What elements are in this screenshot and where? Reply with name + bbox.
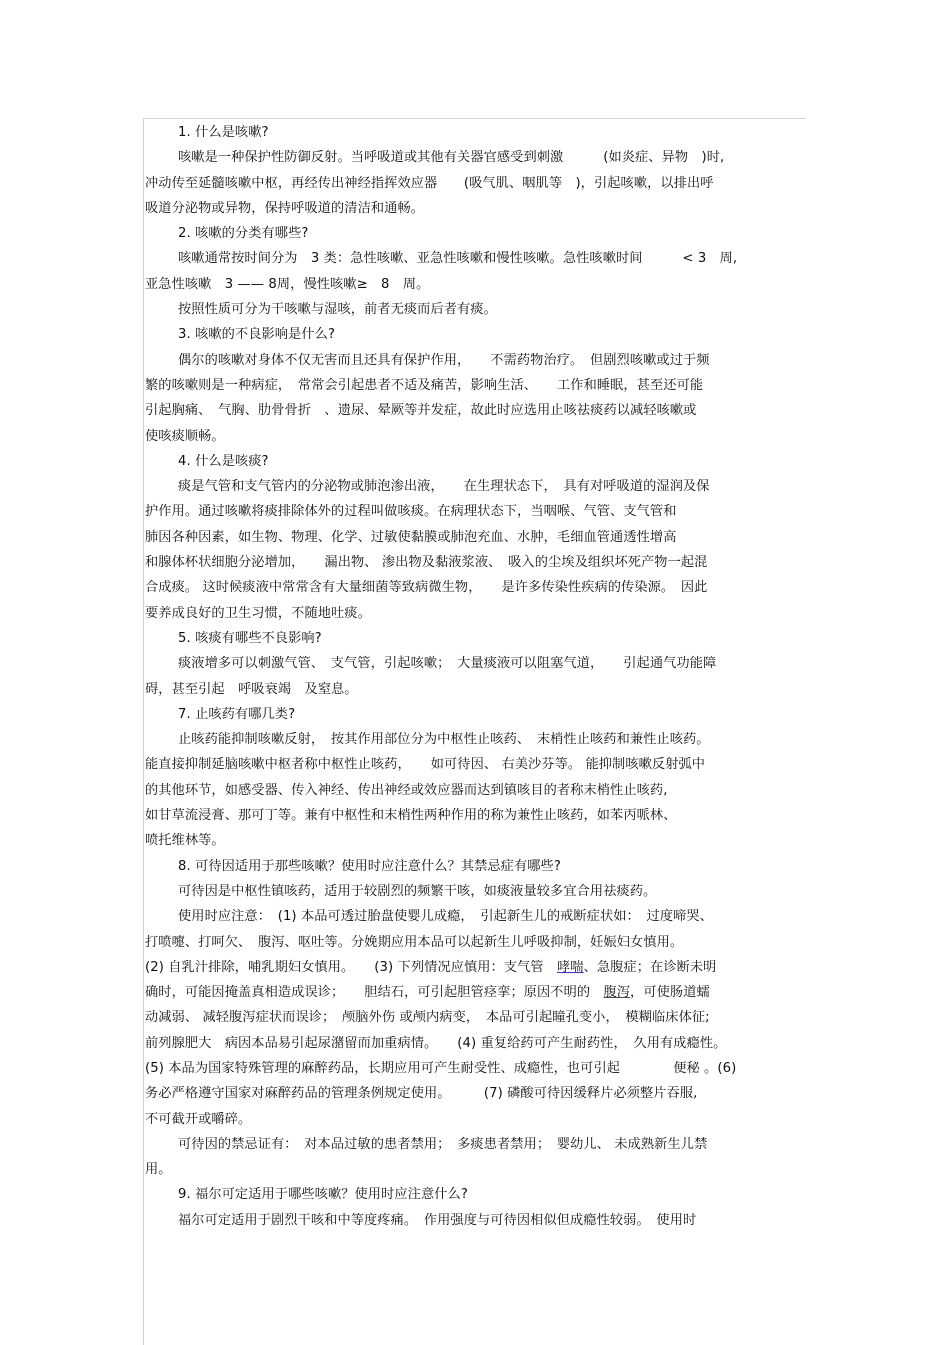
paragraph-line: 按照性质可分为干咳嗽与湿咳，前者无痰而后者有痰。 — [178, 302, 497, 318]
paragraph-line: 痰是气管和支气管内的分泌物或肺泡渗出液， 在生理状态下， 具有对呼吸道的湿润及保 — [178, 479, 710, 495]
paragraph-line: 务必严格遵守国家对麻醉药品的管理条例规定使用。 (7) 磷酸可待因缓释片必须整片吞服, — [145, 1086, 698, 1102]
heading-q5: 5. 咳痰有哪些不良影响? — [178, 630, 322, 646]
text-span: 、急腹症；在诊断未明 — [583, 959, 717, 975]
heading-q7: 7. 止咳药有哪几类? — [178, 706, 296, 722]
paragraph-line: 和腺体杯状细胞分泌增加， 漏出物、 渗出物及黏液浆液、 吸入的尘埃及组织坏死产物一起混 — [145, 555, 708, 571]
paragraph-line: 要养成良好的卫生习惯，不随地吐痰。 — [145, 605, 371, 621]
heading-q8: 8. 可待因适用于那些咳嗽？使用时应注意什么？其禁忌症有哪些? — [178, 858, 561, 874]
paragraph-line: 不可截开或嚼碎。 — [145, 1111, 252, 1127]
paragraph-line: 止咳药能抑制咳嗽反射， 按其作用部位分为中枢性止咳药、 末梢性止咳药和兼性止咳药。 — [178, 732, 710, 748]
paragraph-line: 繁的咳嗽则是一种病症， 常常会引起患者不适及痛苦，影响生活、 工作和睡眠，甚至还可能 — [145, 377, 704, 393]
paragraph-line: 护作用。通过咳嗽将痰排除体外的过程叫做咳痰。在病理状态下，当咽喉、气管、支气管和 — [145, 504, 677, 520]
heading-q4: 4. 什么是咳痰? — [178, 453, 269, 469]
heading-q9: 9. 福尔可定适用于哪些咳嗽？使用时应注意什么? — [178, 1187, 468, 1203]
paragraph-line: 能直接抑制延脑咳嗽中枢者称中枢性止咳药， 如可待因、 右美沙芬等。 能抑制咳嗽反射弧中 — [145, 757, 706, 773]
paragraph-line: 亚急性咳嗽 3 —— 8周，慢性咳嗽≥ 8 周。 — [145, 276, 430, 292]
document-body — [145, 120, 805, 1233]
paragraph-line — [145, 955, 805, 980]
paragraph-line: 碍，甚至引起 呼吸衰竭 及窒息。 — [145, 681, 358, 697]
paragraph-line: 偶尔的咳嗽对身体不仅无害而且还具有保护作用， 不需药物治疗。 但剧烈咳嗽或过于频 — [178, 352, 710, 368]
heading-q2: 2. 咳嗽的分类有哪些? — [178, 226, 309, 242]
text-span: ，可使肠道蠕 — [630, 985, 710, 1001]
paragraph-line: 的其他环节，如感受器、传入神经、传出神经或效应器而达到镇咳目的者称末梢性止咳药, — [145, 782, 668, 798]
paragraph-line: 合成痰。 这时候痰液中常常含有大量细菌等致病微生物， 是许多传染性疾病的传染源。 因此 — [145, 580, 708, 596]
paragraph-line: 用。 — [145, 1162, 172, 1178]
paragraph-line: 福尔可定适用于剧烈干咳和中等度疼痛。 作用强度与可待因相似但成瘾性较弱。 使用时 — [178, 1212, 697, 1228]
paragraph-line: (5) 本品为国家特殊管理的麻醉药品，长期应用可产生耐受性、成瘾性，也可引起 便秘 。(6) — [145, 1060, 737, 1076]
paragraph-line — [145, 980, 805, 1005]
asthma-link[interactable]: 哮喘 — [557, 959, 584, 975]
paragraph-line: 肺因各种因素，如生物、物理、化学、过敏使黏膜或肺泡充血、水肿，毛细血管通透性增高 — [145, 529, 677, 545]
paragraph-line: 如甘草流浸膏、那可丁等。兼有中枢性和末梢性两种作用的称为兼性止咳药，如苯丙哌林、 — [145, 808, 677, 824]
paragraph-line: 动减弱、 减轻腹泻症状而误诊； 颅脑外伤 或颅内病变， 本品可引起瞳孔变小， 模糊临床体征; — [145, 1010, 710, 1026]
paragraph-line: 喷托维林等。 — [145, 833, 225, 849]
paragraph-line: 冲动传至延髓咳嗽中枢，再经传出神经指挥效应器 (吸气肌、咽肌等 )，引起咳嗽，以排出呼 — [145, 175, 714, 191]
text-span: 确时，可能因掩盖真相造成误诊； 胆结石，可引起胆管痉挛；原因不明的 — [145, 985, 591, 1001]
paragraph-line: 前列腺肥大 病因本品易引起尿潴留而加重病情。 (4) 重复给药可产生耐药性， 久用有成瘾性。 — [145, 1035, 727, 1051]
paragraph-line: 痰液增多可以刺激气管、 支气管，引起咳嗽； 大量痰液可以阻塞气道， 引起通气功能障 — [178, 656, 717, 672]
paragraph-line: 可待因的禁忌证有： 对本品过敏的患者禁用； 多痰患者禁用； 婴幼儿、 未成熟新生儿禁 — [178, 1136, 708, 1152]
paragraph-line: 吸道分泌物或异物，保持呼吸道的清洁和通畅。 — [145, 200, 425, 216]
text-span: (2) 自乳汁排除，哺乳期妇女慎用。 (3) 下列情况应慎用：支气管 — [145, 959, 544, 975]
heading-q1: 1. 什么是咳嗽? — [178, 125, 269, 140]
paragraph-line: 使咳痰顺畅。 — [145, 428, 225, 444]
paragraph-line: 使用时应注意： (1) 本品可透过胎盘使婴儿成瘾， 引起新生儿的戒断症状如： 过度啼哭、 — [178, 909, 713, 925]
paragraph-line: 咳嗽是一种保护性防御反射。当呼吸道或其他有关器官感受到刺激 (如炎症、异物 )时, — [178, 150, 725, 166]
paragraph-line: 可待因是中枢性镇咳药，适用于较剧烈的频繁干咳，如痰液量较多宜合用祛痰药。 — [178, 883, 657, 899]
heading-q3: 3. 咳嗽的不良影响是什么? — [178, 327, 336, 343]
diarrhea-link[interactable]: 腹泻 — [603, 985, 631, 1001]
paragraph-line: 打喷嚏、打呵欠、 腹泻、呕吐等。分娩期应用本品可以起新生儿呼吸抑制，妊娠妇女慎用。 — [145, 934, 684, 950]
paragraph-line: 咳嗽通常按时间分为 3 类：急性咳嗽、亚急性咳嗽和慢性咳嗽。急性咳嗽时间 < 3 周, — [178, 251, 738, 267]
paragraph-line: 引起胸痛、 气胸、肋骨骨折 、遗尿、晕厥等并发症，故此时应选用止咳祛痰药以减轻咳嗽或 — [145, 403, 697, 419]
